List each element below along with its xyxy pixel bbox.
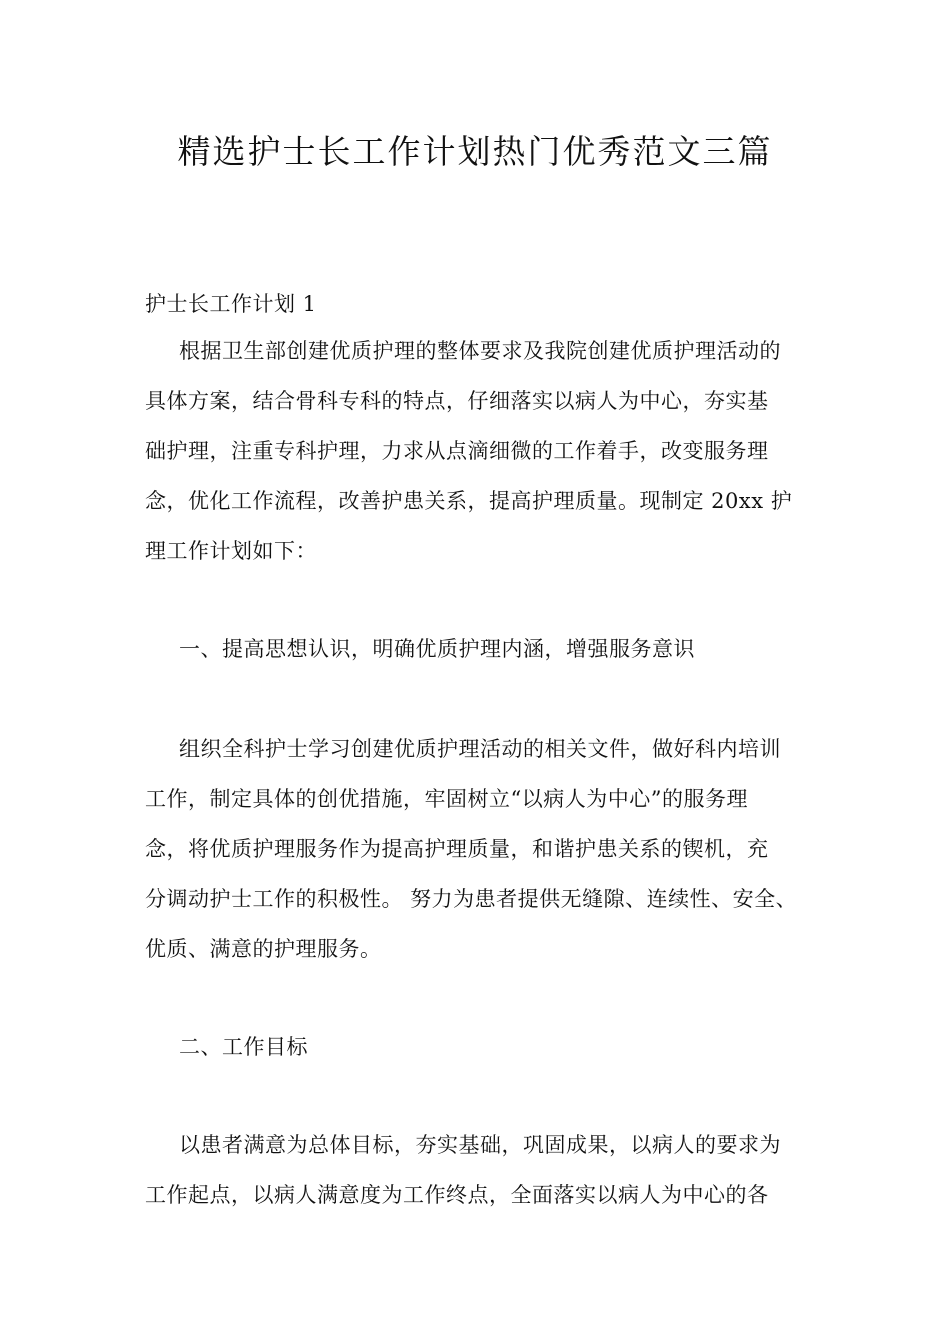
paragraph-line: 根据卫生部创建优质护理的整体要求及我院创建优质护理活动的	[179, 339, 781, 363]
section-heading-1: 一、提高思想认识，明确优质护理内涵，增强服务意识	[179, 637, 695, 661]
paragraph-line: 础护理，注重专科护理，力求从点滴细微的工作着手，改变服务理	[145, 439, 769, 463]
paragraph-line: 念，将优质护理服务作为提高护理质量，和谐护患关系的锲机，充	[145, 837, 769, 861]
paragraph-line: 以患者满意为总体目标，夯实基础，巩固成果，以病人的要求为	[179, 1133, 781, 1157]
document-title: 精选护士长工作计划热门优秀范文三篇	[177, 132, 773, 171]
paragraph-intro	[145, 326, 825, 576]
section-label: 护士长工作计划 1	[145, 292, 317, 316]
paragraph-line: 分调动护士工作的积极性。 努力为患者提供无缝隙、连续性、安全、	[145, 887, 798, 911]
paragraph-awareness	[145, 724, 825, 974]
paragraph-line: 具体方案，结合骨科专科的特点，仔细落实以病人为中心，夯实基	[145, 389, 769, 413]
paragraph-goals	[145, 1120, 825, 1220]
paragraph-line: 工作起点，以病人满意度为工作终点，全面落实以病人为中心的各	[145, 1183, 769, 1207]
paragraph-line: 优质、满意的护理服务。	[145, 937, 382, 961]
paragraph-line: 组织全科护士学习创建优质护理活动的相关文件，做好科内培训	[179, 737, 781, 761]
paragraph-line: 工作，制定具体的创优措施，牢固树立“以病人为中心”的服务理	[145, 787, 748, 811]
paragraph-line: 念，优化工作流程，改善护患关系，提高护理质量。现制定 20xx 护	[145, 489, 793, 513]
paragraph-line: 理工作计划如下：	[145, 539, 317, 563]
section-heading-2: 二、工作目标	[179, 1035, 308, 1059]
